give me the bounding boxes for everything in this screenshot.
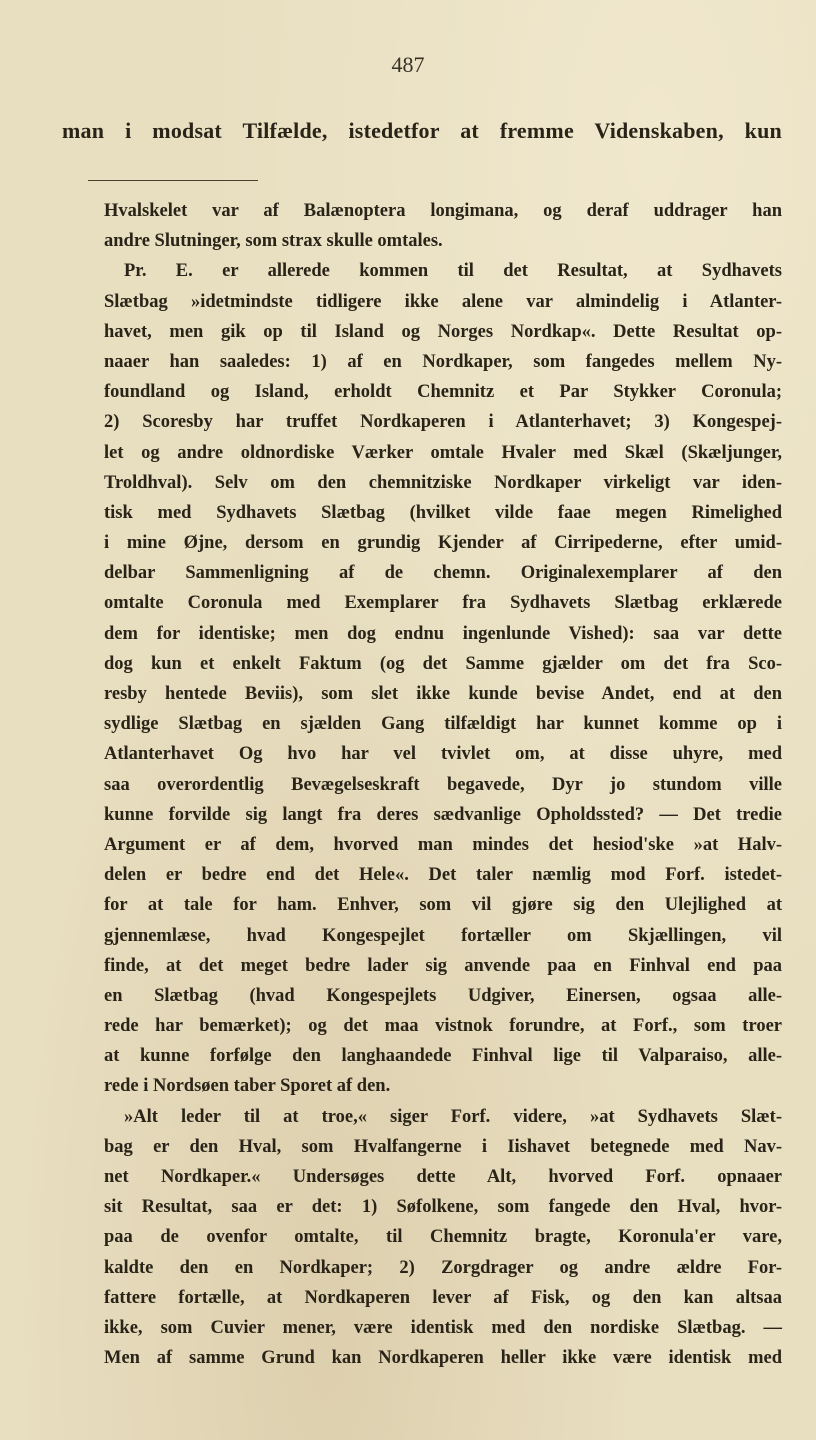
footnote-line: rede i Nordsøen taber Sporet af den. (104, 1076, 391, 1097)
footnote-line: rede har bemærket); og det maa vistnok forundre, at Forf., som troer (104, 1016, 782, 1037)
footnote-line: delbar Sammenligning af de chemn. Originalexemplarer af den (104, 563, 782, 584)
footnote-line: en Slætbag (hvad Kongespejlets Udgiver, Einersen, ogsaa alle- (104, 985, 782, 1006)
footnote-line: »Alt leder til at troe,« siger Forf. videre, »at Sydhavets Slæt- (124, 1106, 782, 1127)
page-number: 487 (391, 52, 425, 77)
footnote-line: Argument er af dem, hvorved man mindes det hesiod'ske »at Halv- (104, 834, 782, 855)
footnote-line: tisk med Sydhavets Slætbag (hvilket vilde faae megen Rimelighed (104, 502, 782, 523)
footnote-line: finde, at det meget bedre lader sig anvende paa en Finhval end paa (104, 955, 782, 976)
footnote-line: foundland og Island, erholdt Chemnitz et Par Stykker Coronula; (104, 382, 782, 403)
footnote-line: dog kun et enkelt Faktum (og det Samme gjælder om det fra Sco- (104, 653, 782, 674)
footnote-line: kaldte den en Nordkaper; 2) Zorgdrager og andre ældre For- (104, 1257, 782, 1278)
footnote-block (104, 196, 782, 1373)
footnote-line: sit Resultat, saa er det: 1) Søfolkene, som fangede den Hval, hvor- (104, 1197, 782, 1218)
footnote-line: saa overordentlig Bevægelseskraft begavede, Dyr jo stundom ville (104, 774, 782, 795)
footnote-line: Hvalskelet var af Balænoptera longimana, og deraf uddrager han (104, 201, 782, 221)
footnote-line: 2) Scoresby har truffet Nordkaperen i Atlanterhavet; 3) Kongespej- (104, 412, 782, 433)
footnote-line: fattere fortælle, at Nordkaperen lever af Fisk, og den kan altsaa (104, 1287, 782, 1308)
body-text-line: man i modsat Tilfælde, istedetfor at fremme Videnskaben, kun (62, 118, 782, 143)
footnote-line: paa de ovenfor omtalte, til Chemnitz bragte, Koronula'er vare, (104, 1227, 782, 1248)
footnote-line: Troldhval). Selv om den chemnitziske Nordkaper virkeligt var iden- (104, 472, 782, 493)
footnote-line: andre Slutninger, som strax skulle omtales. (104, 231, 443, 252)
footnote-line: for at tale for ham. Enhver, som vil gjøre sig den Ulejlighed at (104, 895, 782, 916)
footnote-line: net Nordkaper.« Undersøges dette Alt, hvorved Forf. opnaaer (104, 1167, 782, 1187)
footnote-line: gjennemlæse, hvad Kongespejlet fortæller om Skjællingen, vil (104, 925, 782, 946)
footnote-line: dem for identiske; men dog endnu ingenlunde Vished): saa var dette (104, 623, 782, 644)
footnote-line: bag er den Hval, som Hvalfangerne i Iishavet betegnede med Nav- (104, 1136, 782, 1157)
footnote-line: havet, men gik op til Island og Norges Nordkap«. Dette Resultat op- (104, 321, 782, 342)
footnote-line: resby hentede Beviis), som slet ikke kunde bevise Andet, end at den (104, 684, 782, 704)
footnote-line: ikke, som Cuvier mener, være identisk med den nordiske Slætbag. — (104, 1317, 782, 1338)
footnote-line: Atlanterhavet Og hvo har vel tvivlet om, at disse uhyre, med (104, 744, 782, 765)
footnote-line: let og andre oldnordiske Værker omtale Hvaler med Skæl (Skæljunger, (104, 442, 782, 463)
footnote-line: at kunne forfølge den langhaandede Finhval lige til Valparaiso, alle- (104, 1046, 782, 1067)
footnote-line: Slætbag »idetmindste tidligere ikke alene var almindelig i Atlanter- (104, 291, 782, 312)
footnote-line: naaer han saaledes: 1) af en Nordkaper, som fangedes mellem Ny- (104, 351, 782, 372)
footnote-line: kunne forvilde sig langt fra deres sædvanlige Opholdssted? — Det tredie (104, 804, 782, 825)
footnote-line: i mine Øjne, dersom en grundig Kjender af Cirripederne, efter umid- (104, 533, 782, 554)
footnote-line: delen er bedre end det Hele«. Det taler næmlig mod Forf. istedet- (104, 865, 782, 886)
footnote-divider (88, 180, 258, 181)
footnote-line: Men af samme Grund kan Nordkaperen heller ikke være identisk med (104, 1348, 782, 1369)
footnote-line: sydlige Slætbag en sjælden Gang tilfældigt har kunnet komme op i (104, 714, 782, 735)
footnote-line: Pr. E. er allerede kommen til det Resultat, at Sydhavets (124, 261, 782, 282)
footnote-line: omtalte Coronula med Exemplarer fra Sydhavets Slætbag erklærede (104, 593, 782, 614)
